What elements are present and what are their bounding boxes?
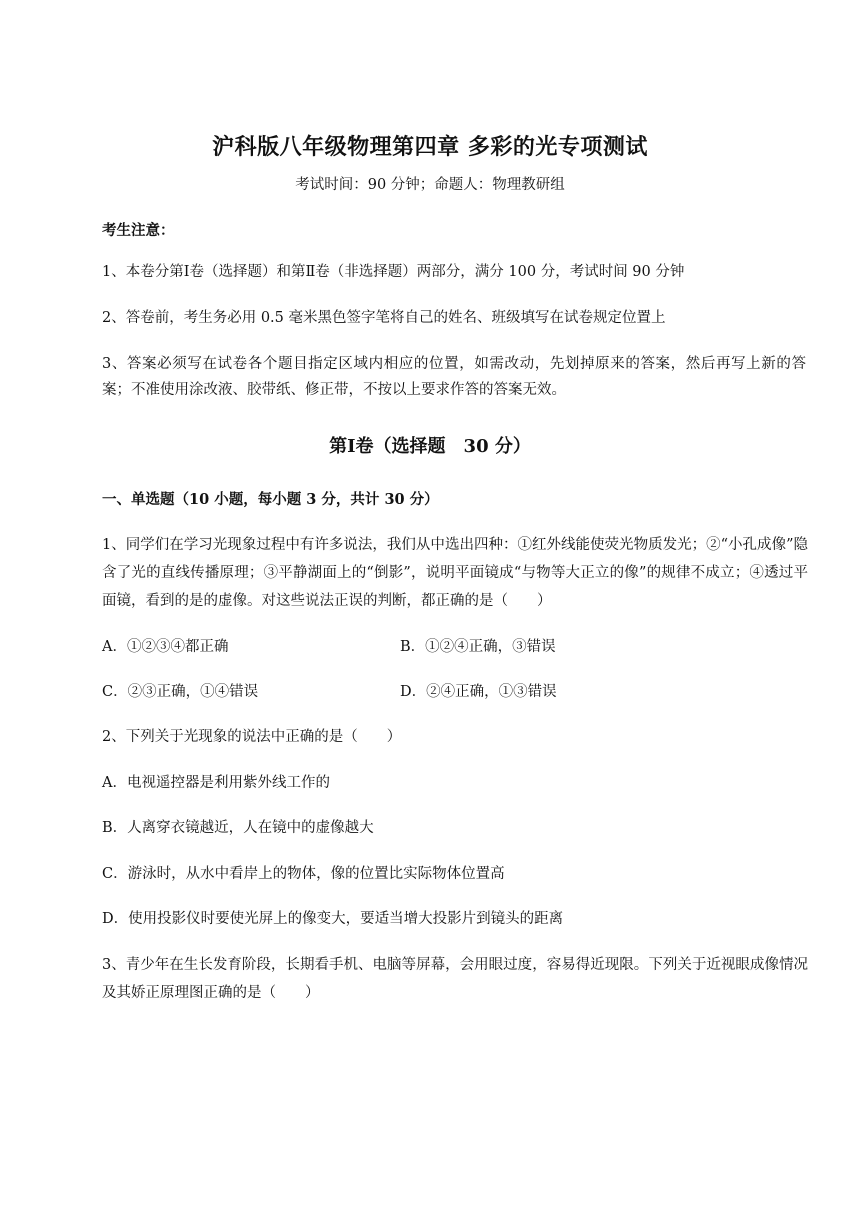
exam-title: 沪科版八年级物理第四章 多彩的光专项测试: [212, 134, 648, 160]
part-heading: 一、单选题（10 小题，每小题 3 分，共计 30 分）: [102, 491, 439, 508]
question-1-option-b[interactable]: B．①②④正确，③错误: [400, 639, 556, 655]
section-title: 第Ⅰ卷（选择题 30 分）: [329, 436, 531, 457]
notice-item-3: 3、答案必须写在试卷各个题目指定区域内相应的位置，如需改动，先划掉原来的答案，然后再写上新的答案；不准使用涂改液、胶带纸、修正带，不按以上要求作答的答案无效。: [102, 356, 806, 398]
question-2-option-d[interactable]: D．使用投影仪时要使光屏上的像变大，要适当增大投影片到镜头的距离: [102, 911, 564, 927]
notice-item-2: 2、答卷前，考生务必用 0.5 毫米黑色签字笔将自己的姓名、班级填写在试卷规定位置上: [102, 310, 666, 326]
notice-item-1: 1、本卷分第Ⅰ卷（选择题）和第Ⅱ卷（非选择题）两部分，满分 100 分，考试时间 90 分钟: [102, 264, 685, 280]
question-1-option-a[interactable]: A．①②③④都正确: [102, 639, 229, 655]
question-2-text: 2、下列关于光现象的说法中正确的是（ ）: [102, 729, 402, 745]
question-2-option-c[interactable]: C．游泳时，从水中看岸上的物体，像的位置比实际物体位置高: [102, 866, 505, 882]
question-1-option-d[interactable]: D．②④正确，①③错误: [400, 684, 557, 700]
notice-heading: 考生注意：: [102, 222, 175, 239]
exam-subtitle: 考试时间：90 分钟；命题人：物理教研组: [295, 177, 565, 193]
question-3-text: 3、青少年在生长发育阶段，长期看手机、电脑等屏幕，会用眼过度，容易得近现限。下列关于近视眼成像情况及其娇正原理图正确的是（ ）: [102, 957, 808, 1001]
question-2-option-a[interactable]: A．电视遥控器是利用紫外线工作的: [102, 775, 330, 791]
question-2-option-b[interactable]: B．人离穿衣镜越近，人在镜中的虚像越大: [102, 820, 374, 836]
question-1-option-c[interactable]: C．②③正确，①④错误: [102, 684, 259, 700]
question-1-text: 1、同学们在学习光现象过程中有许多说法，我们从中选出四种：①红外线能使荧光物质发光；②“小孔成像”隐含了光的直线传播原理；③平静湖面上的“倒影”，说明平面镜成“与物等大正立的像”的规律不成立；④透过平面镜，看到的是的虚像。对这些说法正误的判断，都正确的是（ ）: [102, 537, 808, 609]
